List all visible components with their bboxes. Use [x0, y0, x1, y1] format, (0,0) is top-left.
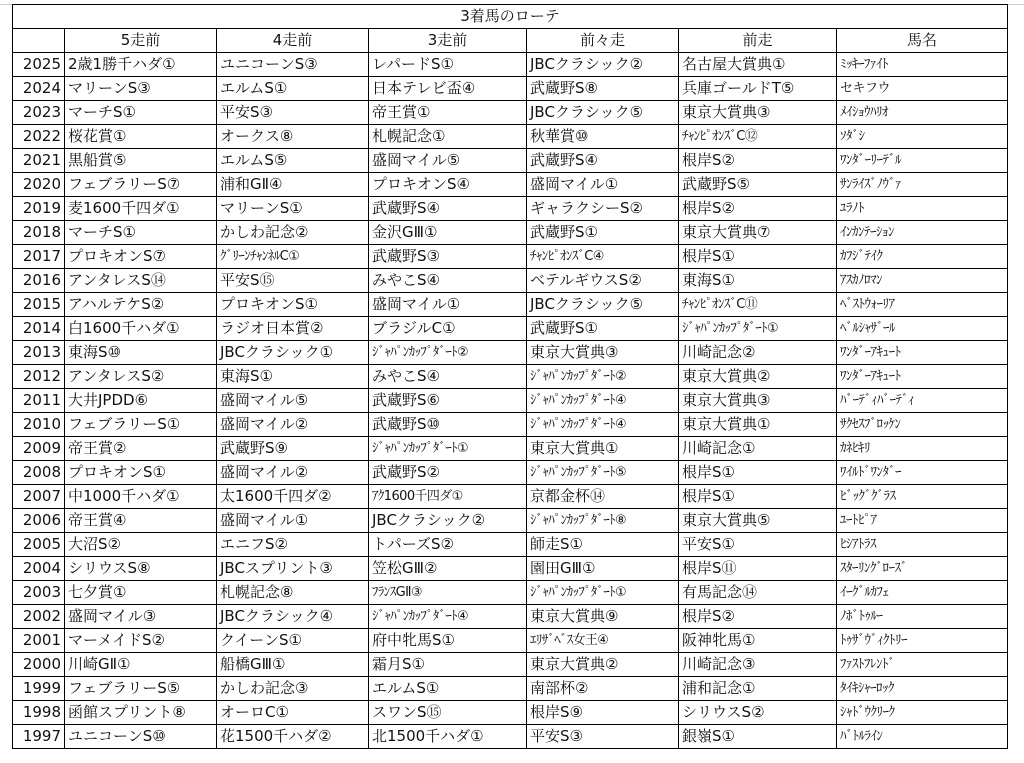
horse-name-cell[interactable]: ｻﾝﾗｲｽﾞﾉｳﾞｧ — [837, 173, 1008, 197]
year-cell[interactable]: 2004 — [13, 557, 65, 581]
race-4-ago-cell[interactable]: 平安S③ — [217, 101, 369, 125]
race-4-ago-cell[interactable]: ｸﾞﾘｰﾝﾁｬﾝﾈﾙC① — [217, 245, 369, 269]
race-2-ago-cell[interactable]: 東京大賞典⑨ — [527, 605, 679, 629]
last-race-cell[interactable]: 根岸S① — [679, 485, 837, 509]
horse-name-cell[interactable]: ｽﾀｰﾘﾝｸﾞﾛｰｽﾞ — [837, 557, 1008, 581]
race-5-ago-cell[interactable]: マーチS① — [65, 101, 217, 125]
race-2-ago-cell[interactable]: 武蔵野S① — [527, 221, 679, 245]
year-cell[interactable]: 2012 — [13, 365, 65, 389]
race-2-ago-cell[interactable]: 師走S① — [527, 533, 679, 557]
race-2-ago-cell[interactable]: 園田GⅢ① — [527, 557, 679, 581]
race-2-ago-cell[interactable]: JBCクラシック⑤ — [527, 293, 679, 317]
horse-name-cell[interactable]: ﾊﾞﾄﾙﾗｲﾝ — [837, 725, 1008, 749]
year-cell[interactable]: 1999 — [13, 677, 65, 701]
race-5-ago-cell[interactable]: 麦1600千四ダ① — [65, 197, 217, 221]
table-row — [13, 533, 1008, 557]
year-cell[interactable]: 2008 — [13, 461, 65, 485]
year-cell[interactable]: 2019 — [13, 197, 65, 221]
horse-name-cell[interactable]: ﾋｼｱﾄﾗｽ — [837, 533, 1008, 557]
race-3-ago-cell[interactable]: JBCクラシック② — [369, 509, 527, 533]
table-title: 3着馬のローテ — [13, 5, 1008, 29]
table-row — [13, 437, 1008, 461]
race-4-ago-cell[interactable]: エルムS⑤ — [217, 149, 369, 173]
horse-name-cell[interactable]: ﾒｲｼｮｳﾊﾘｵ — [837, 101, 1008, 125]
spreadsheet — [12, 4, 1008, 749]
horse-name-cell[interactable]: ｶﾈﾋｷﾘ — [837, 437, 1008, 461]
race-3-ago-cell[interactable]: 武蔵野S⑩ — [369, 413, 527, 437]
year-cell[interactable]: 2011 — [13, 389, 65, 413]
header-row — [13, 29, 1008, 53]
race-2-ago-cell[interactable]: ｼﾞｬﾊﾟﾝｶｯﾌﾟﾀﾞｰﾄ④ — [527, 389, 679, 413]
race-3-ago-cell[interactable]: プロキオンS④ — [369, 173, 527, 197]
race-2-ago-cell[interactable]: 武蔵野S① — [527, 317, 679, 341]
race-2-ago-cell[interactable]: ｼﾞｬﾊﾟﾝｶｯﾌﾟﾀﾞｰﾄ⑧ — [527, 509, 679, 533]
race-2-ago-cell[interactable]: 武蔵野S④ — [527, 149, 679, 173]
race-5-ago-cell[interactable]: アンタレスS② — [65, 365, 217, 389]
race-2-ago-cell[interactable]: 南部杯② — [527, 677, 679, 701]
race-5-ago-cell[interactable]: 東海S⑩ — [65, 341, 217, 365]
race-5-ago-cell[interactable]: シリウスS⑧ — [65, 557, 217, 581]
race-5-ago-cell[interactable]: 黒船賞⑤ — [65, 149, 217, 173]
race-5-ago-cell[interactable]: 帝王賞② — [65, 437, 217, 461]
header-3-races-ago: 3走前 — [369, 29, 527, 53]
race-4-ago-cell[interactable]: エルムS① — [217, 77, 369, 101]
race-4-ago-cell[interactable]: 武蔵野S⑨ — [217, 437, 369, 461]
race-3-ago-cell[interactable]: みやこS④ — [369, 269, 527, 293]
year-cell[interactable]: 2001 — [13, 629, 65, 653]
race-4-ago-cell[interactable]: オーロC① — [217, 701, 369, 725]
race-5-ago-cell[interactable]: プロキオンS① — [65, 461, 217, 485]
race-4-ago-cell[interactable]: JBCスプリント③ — [217, 557, 369, 581]
table-row — [13, 269, 1008, 293]
race-4-ago-cell[interactable]: プロキオンS① — [217, 293, 369, 317]
table-row — [13, 197, 1008, 221]
horse-name-cell[interactable]: ﾜﾝﾀﾞｰｱｷｭｰﾄ — [837, 341, 1008, 365]
race-2-ago-cell[interactable]: 武蔵野S⑧ — [527, 77, 679, 101]
race-2-ago-cell[interactable]: ｼﾞｬﾊﾟﾝｶｯﾌﾟﾀﾞｰﾄ② — [527, 365, 679, 389]
horse-name-cell[interactable]: ﾍﾞｽﾄｳｫｰﾘｱ — [837, 293, 1008, 317]
last-race-cell[interactable]: 根岸S① — [679, 245, 837, 269]
last-race-cell[interactable]: シリウスS② — [679, 701, 837, 725]
race-5-ago-cell[interactable]: 白1600千ハダ① — [65, 317, 217, 341]
race-5-ago-cell[interactable]: 七夕賞① — [65, 581, 217, 605]
race-3-ago-cell[interactable]: 盛岡マイル① — [369, 293, 527, 317]
title-row — [13, 5, 1008, 29]
horse-name-cell[interactable]: ｿﾀﾞｼ — [837, 125, 1008, 149]
last-race-cell[interactable]: 根岸S② — [679, 197, 837, 221]
table-row — [13, 653, 1008, 677]
race-5-ago-cell[interactable]: マーチS① — [65, 221, 217, 245]
race-3-ago-cell[interactable]: ﾌﾗﾝｽGⅡ③ — [369, 581, 527, 605]
race-3-ago-cell[interactable]: 武蔵野S③ — [369, 245, 527, 269]
year-cell[interactable]: 1998 — [13, 701, 65, 725]
header-5-races-ago: 5走前 — [65, 29, 217, 53]
last-race-cell[interactable]: 東京大賞典② — [679, 365, 837, 389]
race-5-ago-cell[interactable]: 2歳1勝千ハダ① — [65, 53, 217, 77]
header-2-races-ago: 前々走 — [527, 29, 679, 53]
table-row — [13, 77, 1008, 101]
year-cell[interactable]: 2002 — [13, 605, 65, 629]
race-2-ago-cell[interactable]: ｼﾞｬﾊﾟﾝｶｯﾌﾟﾀﾞｰﾄ① — [527, 581, 679, 605]
horse-name-cell[interactable]: ｼｬﾄﾞｳｸﾘｰｸ — [837, 701, 1008, 725]
table-row — [13, 509, 1008, 533]
table-row — [13, 581, 1008, 605]
table-row — [13, 221, 1008, 245]
race-3-ago-cell[interactable]: 札幌記念① — [369, 125, 527, 149]
race-3-ago-cell[interactable]: 笠松GⅢ② — [369, 557, 527, 581]
table-row — [13, 725, 1008, 749]
year-cell[interactable]: 2020 — [13, 173, 65, 197]
race-2-ago-cell[interactable]: 盛岡マイル① — [527, 173, 679, 197]
table-row — [13, 293, 1008, 317]
race-4-ago-cell[interactable]: 盛岡マイル⑤ — [217, 389, 369, 413]
horse-name-cell[interactable]: ﾍﾞﾙｼｬｻﾞｰﾙ — [837, 317, 1008, 341]
race-4-ago-cell[interactable]: 太1600千四ダ② — [217, 485, 369, 509]
last-race-cell[interactable]: 東京大賞典① — [679, 413, 837, 437]
table-row — [13, 365, 1008, 389]
horse-name-cell[interactable]: ｲﾝｶﾝﾃｰｼｮﾝ — [837, 221, 1008, 245]
last-race-cell[interactable]: 東京大賞典⑤ — [679, 509, 837, 533]
table-row — [13, 53, 1008, 77]
horse-name-cell[interactable]: セキフウ — [837, 77, 1008, 101]
last-race-cell[interactable]: 根岸S⑪ — [679, 557, 837, 581]
race-2-ago-cell[interactable]: 京都金杯⑭ — [527, 485, 679, 509]
race-5-ago-cell[interactable]: 帝王賞④ — [65, 509, 217, 533]
table-row — [13, 101, 1008, 125]
last-race-cell[interactable]: 兵庫ゴールドT⑤ — [679, 77, 837, 101]
year-cell[interactable]: 1997 — [13, 725, 65, 749]
table-row — [13, 461, 1008, 485]
race-4-ago-cell[interactable]: オークス⑧ — [217, 125, 369, 149]
year-cell[interactable]: 2009 — [13, 437, 65, 461]
horse-name-cell[interactable]: ｶﾌｼﾞﾃｲｸ — [837, 245, 1008, 269]
horse-name-cell[interactable]: ﾐｯｷｰﾌｧｲﾄ — [837, 53, 1008, 77]
race-2-ago-cell[interactable]: ｼﾞｬﾊﾟﾝｶｯﾌﾟﾀﾞｰﾄ⑤ — [527, 461, 679, 485]
horse-name-cell[interactable]: ﾊﾞｰﾃﾞｨﾊﾞｰﾃﾞｨ — [837, 389, 1008, 413]
table-row — [13, 173, 1008, 197]
last-race-cell[interactable]: 根岸S① — [679, 461, 837, 485]
year-cell[interactable]: 2000 — [13, 653, 65, 677]
year-cell[interactable]: 2015 — [13, 293, 65, 317]
table-row — [13, 701, 1008, 725]
race-5-ago-cell[interactable]: プロキオンS⑦ — [65, 245, 217, 269]
year-cell[interactable]: 2023 — [13, 101, 65, 125]
header-year — [13, 29, 65, 53]
race-2-ago-cell[interactable]: 根岸S⑨ — [527, 701, 679, 725]
race-5-ago-cell[interactable]: アンタレスS⑭ — [65, 269, 217, 293]
race-3-ago-cell[interactable]: 北1500千ハダ① — [369, 725, 527, 749]
race-2-ago-cell[interactable]: 東京大賞典① — [527, 437, 679, 461]
race-3-ago-cell[interactable]: 府中牝馬S① — [369, 629, 527, 653]
year-cell[interactable]: 2010 — [13, 413, 65, 437]
race-3-ago-cell[interactable]: 霜月S① — [369, 653, 527, 677]
race-3-ago-cell[interactable]: みやこS④ — [369, 365, 527, 389]
year-cell[interactable]: 2025 — [13, 53, 65, 77]
last-race-cell[interactable]: 東京大賞典③ — [679, 101, 837, 125]
race-3-ago-cell[interactable]: スワンS⑮ — [369, 701, 527, 725]
race-5-ago-cell[interactable]: フェブラリーS① — [65, 413, 217, 437]
horse-name-cell[interactable]: ﾋﾞｯｸﾞｸﾞﾗｽ — [837, 485, 1008, 509]
race-4-ago-cell[interactable]: JBCクラシック① — [217, 341, 369, 365]
last-race-cell[interactable]: 平安S① — [679, 533, 837, 557]
table-row — [13, 341, 1008, 365]
table-row — [13, 413, 1008, 437]
year-cell[interactable]: 2016 — [13, 269, 65, 293]
race-2-ago-cell[interactable]: ｴﾘｻﾞﾍﾞｽ女王④ — [527, 629, 679, 653]
race-2-ago-cell[interactable]: 東京大賞典② — [527, 653, 679, 677]
table-row — [13, 485, 1008, 509]
year-cell[interactable]: 2021 — [13, 149, 65, 173]
horse-name-cell[interactable]: ﾜﾝﾀﾞｰｱｷｭｰﾄ — [837, 365, 1008, 389]
race-2-ago-cell[interactable]: ギャラクシーS② — [527, 197, 679, 221]
last-race-cell[interactable]: 阪神牝馬① — [679, 629, 837, 653]
last-race-cell[interactable]: 銀嶺S① — [679, 725, 837, 749]
race-4-ago-cell[interactable]: 盛岡マイル① — [217, 509, 369, 533]
year-cell[interactable]: 2007 — [13, 485, 65, 509]
race-4-ago-cell[interactable]: 盛岡マイル② — [217, 413, 369, 437]
race-5-ago-cell[interactable]: マーメイドS② — [65, 629, 217, 653]
race-3-ago-cell[interactable]: ｼﾞｬﾊﾟﾝｶｯﾌﾟﾀﾞｰﾄ① — [369, 437, 527, 461]
race-3-ago-cell[interactable]: 金沢GⅢ① — [369, 221, 527, 245]
race-5-ago-cell[interactable]: 川崎GⅡ① — [65, 653, 217, 677]
race-5-ago-cell[interactable]: ユニコーンS⑩ — [65, 725, 217, 749]
race-3-ago-cell[interactable]: トパーズS② — [369, 533, 527, 557]
race-5-ago-cell[interactable]: フェブラリーS⑦ — [65, 173, 217, 197]
race-3-ago-cell[interactable]: ｼﾞｬﾊﾟﾝｶｯﾌﾟﾀﾞｰﾄ④ — [369, 605, 527, 629]
race-5-ago-cell[interactable]: フェブラリーS⑤ — [65, 677, 217, 701]
race-3-ago-cell[interactable]: 武蔵野S② — [369, 461, 527, 485]
table-row — [13, 245, 1008, 269]
year-cell[interactable]: 2013 — [13, 341, 65, 365]
horse-name-cell[interactable]: ﾌｧｽﾄﾌﾚﾝﾄﾞ — [837, 653, 1008, 677]
race-5-ago-cell[interactable]: 中1000千ハダ① — [65, 485, 217, 509]
header-last-race: 前走 — [679, 29, 837, 53]
year-cell[interactable]: 2018 — [13, 221, 65, 245]
last-race-cell[interactable]: 東海S① — [679, 269, 837, 293]
horse-name-cell[interactable]: ﾀｲｷｼｬｰﾛｯｸ — [837, 677, 1008, 701]
table-row — [13, 629, 1008, 653]
last-race-cell[interactable]: 根岸S② — [679, 605, 837, 629]
race-5-ago-cell[interactable]: 桜花賞① — [65, 125, 217, 149]
race-4-ago-cell[interactable]: かしわ記念② — [217, 221, 369, 245]
horse-name-cell[interactable]: ﾄｩｻﾞｳﾞｨｸﾄﾘｰ — [837, 629, 1008, 653]
race-3-ago-cell[interactable]: ｼﾞｬﾊﾟﾝｶｯﾌﾟﾀﾞｰﾄ② — [369, 341, 527, 365]
race-3-ago-cell[interactable]: 日本テレビ盃④ — [369, 77, 527, 101]
table-row — [13, 677, 1008, 701]
last-race-cell[interactable]: 名古屋大賞典① — [679, 53, 837, 77]
year-cell[interactable]: 2003 — [13, 581, 65, 605]
race-2-ago-cell[interactable]: 東京大賞典③ — [527, 341, 679, 365]
last-race-cell[interactable]: 武蔵野S⑤ — [679, 173, 837, 197]
horse-name-cell[interactable]: ﾜﾝﾀﾞｰﾘｰﾃﾞﾙ — [837, 149, 1008, 173]
race-3-ago-cell[interactable]: ブラジルC① — [369, 317, 527, 341]
year-cell[interactable]: 2006 — [13, 509, 65, 533]
race-2-ago-cell[interactable]: JBCクラシック⑤ — [527, 101, 679, 125]
horse-name-cell[interactable]: ｲｰｸﾞﾙｶﾌｪ — [837, 581, 1008, 605]
race-3-ago-cell[interactable]: ｱｸ1600千四ダ① — [369, 485, 527, 509]
last-race-cell[interactable]: 川崎記念① — [679, 437, 837, 461]
race-3-ago-cell[interactable]: 武蔵野S④ — [369, 197, 527, 221]
race-4-ago-cell[interactable]: 東海S① — [217, 365, 369, 389]
horse-name-cell[interactable]: ｻｸｾｽﾌﾞﾛｯｹﾝ — [837, 413, 1008, 437]
race-4-ago-cell[interactable]: 花1500千ハダ② — [217, 725, 369, 749]
table-row — [13, 389, 1008, 413]
last-race-cell[interactable]: ｼﾞｬﾊﾟﾝｶｯﾌﾟﾀﾞｰﾄ① — [679, 317, 837, 341]
table-row — [13, 557, 1008, 581]
race-5-ago-cell[interactable]: 函館スプリント⑧ — [65, 701, 217, 725]
race-5-ago-cell[interactable]: 大井JPDD⑥ — [65, 389, 217, 413]
race-4-ago-cell[interactable]: 浦和GⅡ④ — [217, 173, 369, 197]
race-3-ago-cell[interactable]: 帝王賞① — [369, 101, 527, 125]
race-5-ago-cell[interactable]: 盛岡マイル③ — [65, 605, 217, 629]
last-race-cell[interactable]: 東京大賞典⑦ — [679, 221, 837, 245]
race-2-ago-cell[interactable]: 秋華賞⑩ — [527, 125, 679, 149]
last-race-cell[interactable]: 浦和記念① — [679, 677, 837, 701]
race-4-ago-cell[interactable]: 盛岡マイル② — [217, 461, 369, 485]
race-4-ago-cell[interactable]: ラジオ日本賞② — [217, 317, 369, 341]
horse-name-cell[interactable]: ｱｽｶﾉﾛﾏﾝ — [837, 269, 1008, 293]
last-race-cell[interactable]: 根岸S② — [679, 149, 837, 173]
race-3-ago-cell[interactable]: 武蔵野S⑥ — [369, 389, 527, 413]
table-row — [13, 149, 1008, 173]
race-2-ago-cell[interactable]: ｼﾞｬﾊﾟﾝｶｯﾌﾟﾀﾞｰﾄ④ — [527, 413, 679, 437]
horse-name-cell[interactable]: ﾉﾎﾞﾄｩﾙｰ — [837, 605, 1008, 629]
race-2-ago-cell[interactable]: 平安S③ — [527, 725, 679, 749]
last-race-cell[interactable]: 川崎記念② — [679, 341, 837, 365]
race-4-ago-cell[interactable]: 船橋GⅢ① — [217, 653, 369, 677]
race-2-ago-cell[interactable]: ﾁｬﾝﾋﾟｵﾝｽﾞC④ — [527, 245, 679, 269]
year-cell[interactable]: 2022 — [13, 125, 65, 149]
horse-name-cell[interactable]: ﾜｲﾙﾄﾞﾜﾝﾀﾞｰ — [837, 461, 1008, 485]
race-3-ago-cell[interactable]: エルムS① — [369, 677, 527, 701]
race-5-ago-cell[interactable]: 大沼S② — [65, 533, 217, 557]
rotation-table — [12, 4, 1008, 749]
race-3-ago-cell[interactable]: レパードS① — [369, 53, 527, 77]
last-race-cell[interactable]: ﾁｬﾝﾋﾟｵﾝｽﾞC⑪ — [679, 293, 837, 317]
race-4-ago-cell[interactable]: かしわ記念③ — [217, 677, 369, 701]
year-cell[interactable]: 2005 — [13, 533, 65, 557]
year-cell[interactable]: 2014 — [13, 317, 65, 341]
table-row — [13, 317, 1008, 341]
race-4-ago-cell[interactable]: ユニコーンS③ — [217, 53, 369, 77]
race-5-ago-cell[interactable]: アハルテケS② — [65, 293, 217, 317]
race-4-ago-cell[interactable]: 平安S⑮ — [217, 269, 369, 293]
race-4-ago-cell[interactable]: 札幌記念⑧ — [217, 581, 369, 605]
year-cell[interactable]: 2024 — [13, 77, 65, 101]
header-horse-name: 馬名 — [837, 29, 1008, 53]
last-race-cell[interactable]: 有馬記念⑭ — [679, 581, 837, 605]
race-3-ago-cell[interactable]: 盛岡マイル⑤ — [369, 149, 527, 173]
race-4-ago-cell[interactable]: JBCクラシック④ — [217, 605, 369, 629]
last-race-cell[interactable]: ﾁｬﾝﾋﾟｵﾝｽﾞC⑫ — [679, 125, 837, 149]
race-2-ago-cell[interactable]: JBCクラシック② — [527, 53, 679, 77]
race-5-ago-cell[interactable]: マリーンS③ — [65, 77, 217, 101]
horse-name-cell[interactable]: ﾕﾗﾉﾄ — [837, 197, 1008, 221]
table-row — [13, 125, 1008, 149]
race-2-ago-cell[interactable]: ベテルギウスS② — [527, 269, 679, 293]
horse-name-cell[interactable]: ﾕｰﾄﾋﾟｱ — [837, 509, 1008, 533]
last-race-cell[interactable]: 東京大賞典③ — [679, 389, 837, 413]
race-4-ago-cell[interactable]: クイーンS① — [217, 629, 369, 653]
last-race-cell[interactable]: 川崎記念③ — [679, 653, 837, 677]
race-4-ago-cell[interactable]: エニフS② — [217, 533, 369, 557]
race-4-ago-cell[interactable]: マリーンS① — [217, 197, 369, 221]
table-row — [13, 605, 1008, 629]
year-cell[interactable]: 2017 — [13, 245, 65, 269]
header-4-races-ago: 4走前 — [217, 29, 369, 53]
